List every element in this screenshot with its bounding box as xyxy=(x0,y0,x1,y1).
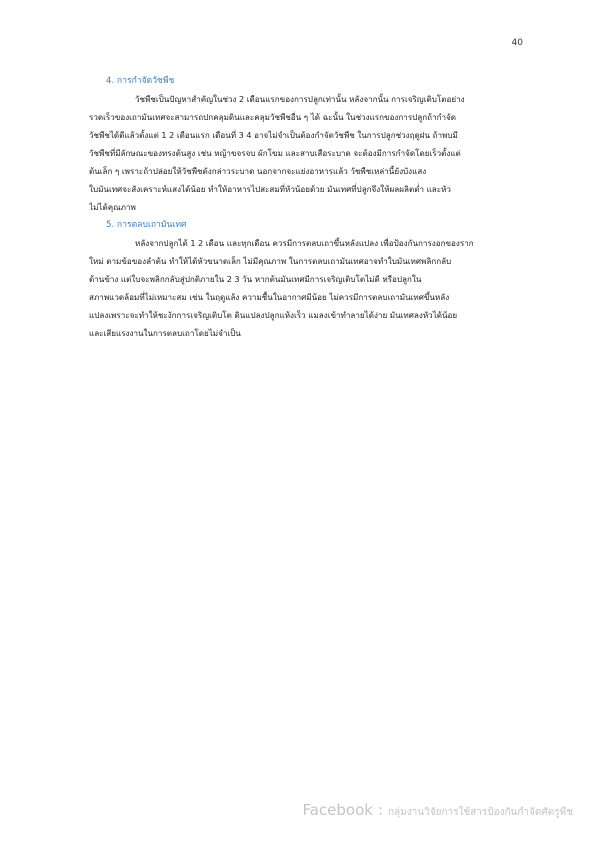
paragraph-line: ใบมันเทศจะสังเคราะห์แสงได้น้อย ทำให้อาหารไปสะสมที่หัวน้อยด้วย มันเทศที่ปลูกจึงให้ผลผลิตต่ำ และหัว xyxy=(89,184,451,194)
section-heading-weed-control: 4. การกำจัดวัชพืช xyxy=(106,76,175,86)
page-number: 40 xyxy=(511,38,523,48)
paragraph-line: ด้านข้าง แต่ใบจะพลิกกลับสู่ปกติภายใน 2 3 วัน หากต้นมันเทศมีการเจริญเติบโตไม่ดี หรือปลูกใน xyxy=(89,274,422,284)
paragraph-line: สภาพแวดล้อมที่ไม่เหมาะสม เช่น ในฤดูแล้ง ความชื้นในอากาศมีน้อย ไม่ควรมีการตลบเถามันเทศขึ้นหลัง xyxy=(89,292,450,302)
paragraph-line: วัชพืชที่มีลักษณะของทรงต้นสูง เช่น หญ้าขจรจบ ผักโขม และสาบเสือระบาด จะต้องมีการกำจัดโดยเร็วตั้งแต่ xyxy=(89,148,461,158)
footer-separator: : xyxy=(377,801,383,819)
section-heading-vine-turning: 5. การตลบเถามันเทศ xyxy=(106,220,187,230)
paragraph-line: ใหม่ ตามข้อของลำต้น ทำให้ได้หัวขนาดเล็ก ไม่มีคุณภาพ ในการตลบเถามันเทศอาจทำใบมันเทศพลิกกลับ xyxy=(89,256,452,266)
paragraph-line: ไม่ได้คุณภาพ xyxy=(89,202,136,212)
footer-group-name: กลุ่มงานวิจัยการใช้สารป้องกันกำจัดศัตรูพืช xyxy=(388,807,573,818)
paragraph-line: ต้นเล็ก ๆ เพราะถ้าปล่อยให้วัชพืชดังกล่าวระบาด นอกจากจะแย่งอาหารแล้ว วัชพืชเหล่านี้ยังบังแสง xyxy=(89,166,427,176)
footer-watermark xyxy=(302,800,573,820)
paragraph-line: วัชพืชได้ดีแล้วตั้งแต่ 1 2 เดือนแรก เดือนที่ 3 4 อาจไม่จำเป็นต้องกำจัดวัชพืช ในการปลูกช่วงฤดูฝน ถ้าพบมี xyxy=(89,130,458,140)
footer-brand: Facebook xyxy=(302,801,373,819)
paragraph-line: หลังจากปลูกได้ 1 2 เดือน และทุกเดือน ควรมีการตลบเถาขึ้นหลังแปลง เพื่อป้องกันการงอกของราก xyxy=(135,238,474,248)
paragraph-line: แปลงเพราะจะทำให้ชะงักการเจริญเติบโต ดินแปลงปลูกแห้งเร็ว แมลงเข้าทำลายได้ง่าย มันเทศลงหัวได้น้อย xyxy=(89,310,458,320)
paragraph-line: และเสียแรงงานในการตลบเถาโดยไม่จำเป็น xyxy=(89,328,241,338)
paragraph-line: วัชพืชเป็นปัญหาสำคัญในช่วง 2 เดือนแรกของการปลูกเท่านั้น หลังจากนั้น การเจริญเติบโตอย่าง xyxy=(135,94,465,104)
document-body xyxy=(89,72,523,342)
paragraph-line: รวดเร็วของเถามันเทศจะสามารถปกคลุมดินและคลุมวัชพืชอื่น ๆ ได้ ฉะนั้น ในช่วงแรกของการปลูกถ้ากำจัด xyxy=(89,112,457,122)
